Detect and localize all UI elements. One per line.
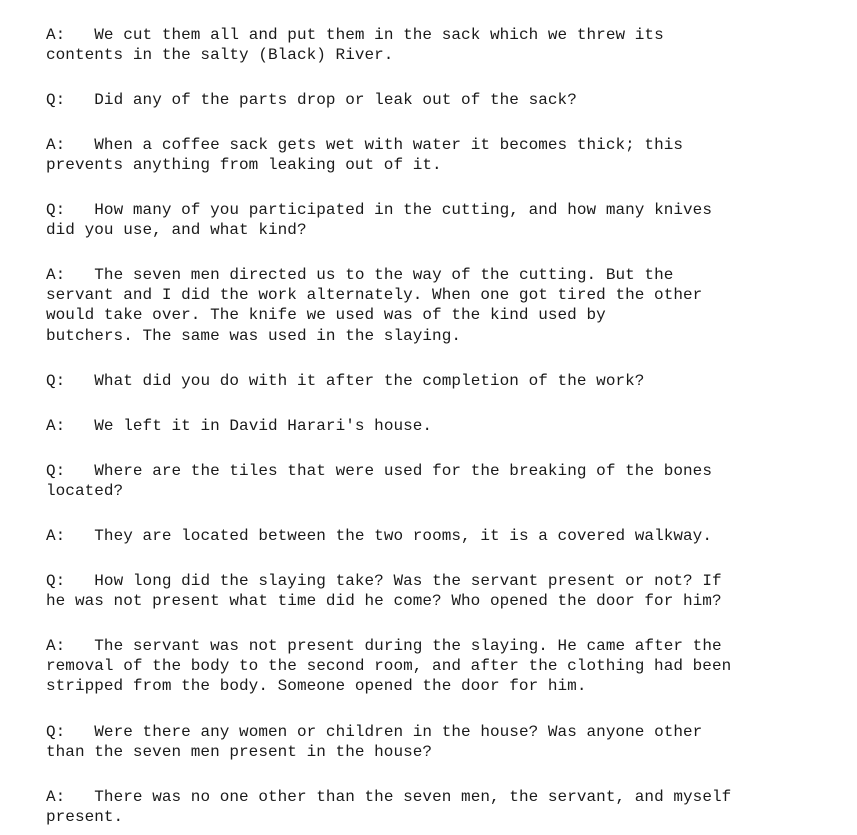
paragraph-text: They are located between the two rooms, it is a covered walkway.: [94, 527, 712, 545]
speaker-label: Q:: [46, 572, 66, 590]
answer-paragraph: [46, 636, 731, 697]
paragraph-text: How long did the slaying take? Was the servant present or not? If he was not present what time did he come? Who opened the door for him?: [46, 572, 722, 611]
question-paragraph: [46, 461, 712, 501]
answer-paragraph: [46, 416, 432, 436]
speaker-label: Q:: [46, 201, 66, 219]
paragraph-text: The seven men directed us to the way of the cutting. But the servant and I did the work alternately. When one got tired the other would take over. The knife we used was of the kind used by butchers. The same was used in the slaying.: [46, 266, 703, 345]
paragraph-text: There was no one other than the seven men, the servant, and myself present.: [46, 788, 732, 827]
paragraph-text: We cut them all and put them in the sack which we threw its contents in the salty (Black) River.: [46, 26, 664, 65]
paragraph-text: Where are the tiles that were used for the breaking of the bones located?: [46, 462, 712, 501]
paragraph-text: Were there any women or children in the house? Was anyone other than the seven men present in the house?: [46, 723, 703, 762]
speaker-label: Q:: [46, 91, 66, 109]
paragraph-text: How many of you participated in the cutting, and how many knives did you use, and what kind?: [46, 201, 712, 240]
question-paragraph: [46, 90, 577, 110]
speaker-label: Q:: [46, 372, 66, 390]
paragraph-text: What did you do with it after the completion of the work?: [94, 372, 645, 390]
speaker-label: Q:: [46, 723, 66, 741]
paragraph-text: The servant was not present during the slaying. He came after the removal of the body to the second room, and after the clothing had been stripped from the body. Someone opened the door for him.: [46, 637, 732, 696]
speaker-label: A:: [46, 136, 66, 154]
paragraph-text: When a coffee sack gets wet with water it becomes thick; this prevents anything from leaking out of it.: [46, 136, 684, 175]
speaker-label: A:: [46, 527, 66, 545]
answer-paragraph: [46, 526, 712, 546]
paragraph-text: Did any of the parts drop or leak out of the sack?: [94, 91, 577, 109]
paragraph-text: We left it in David Harari's house.: [94, 417, 433, 435]
speaker-label: A:: [46, 266, 66, 284]
speaker-label: Q:: [46, 462, 66, 480]
question-paragraph: [46, 722, 702, 762]
question-paragraph: [46, 200, 712, 240]
question-paragraph: [46, 371, 644, 391]
speaker-label: A:: [46, 637, 66, 655]
speaker-label: A:: [46, 788, 66, 806]
answer-paragraph: [46, 787, 731, 827]
question-paragraph: [46, 571, 722, 611]
answer-paragraph: [46, 135, 683, 175]
answer-paragraph: [46, 25, 664, 65]
speaker-label: A:: [46, 417, 66, 435]
speaker-label: A:: [46, 26, 66, 44]
answer-paragraph: [46, 265, 702, 346]
